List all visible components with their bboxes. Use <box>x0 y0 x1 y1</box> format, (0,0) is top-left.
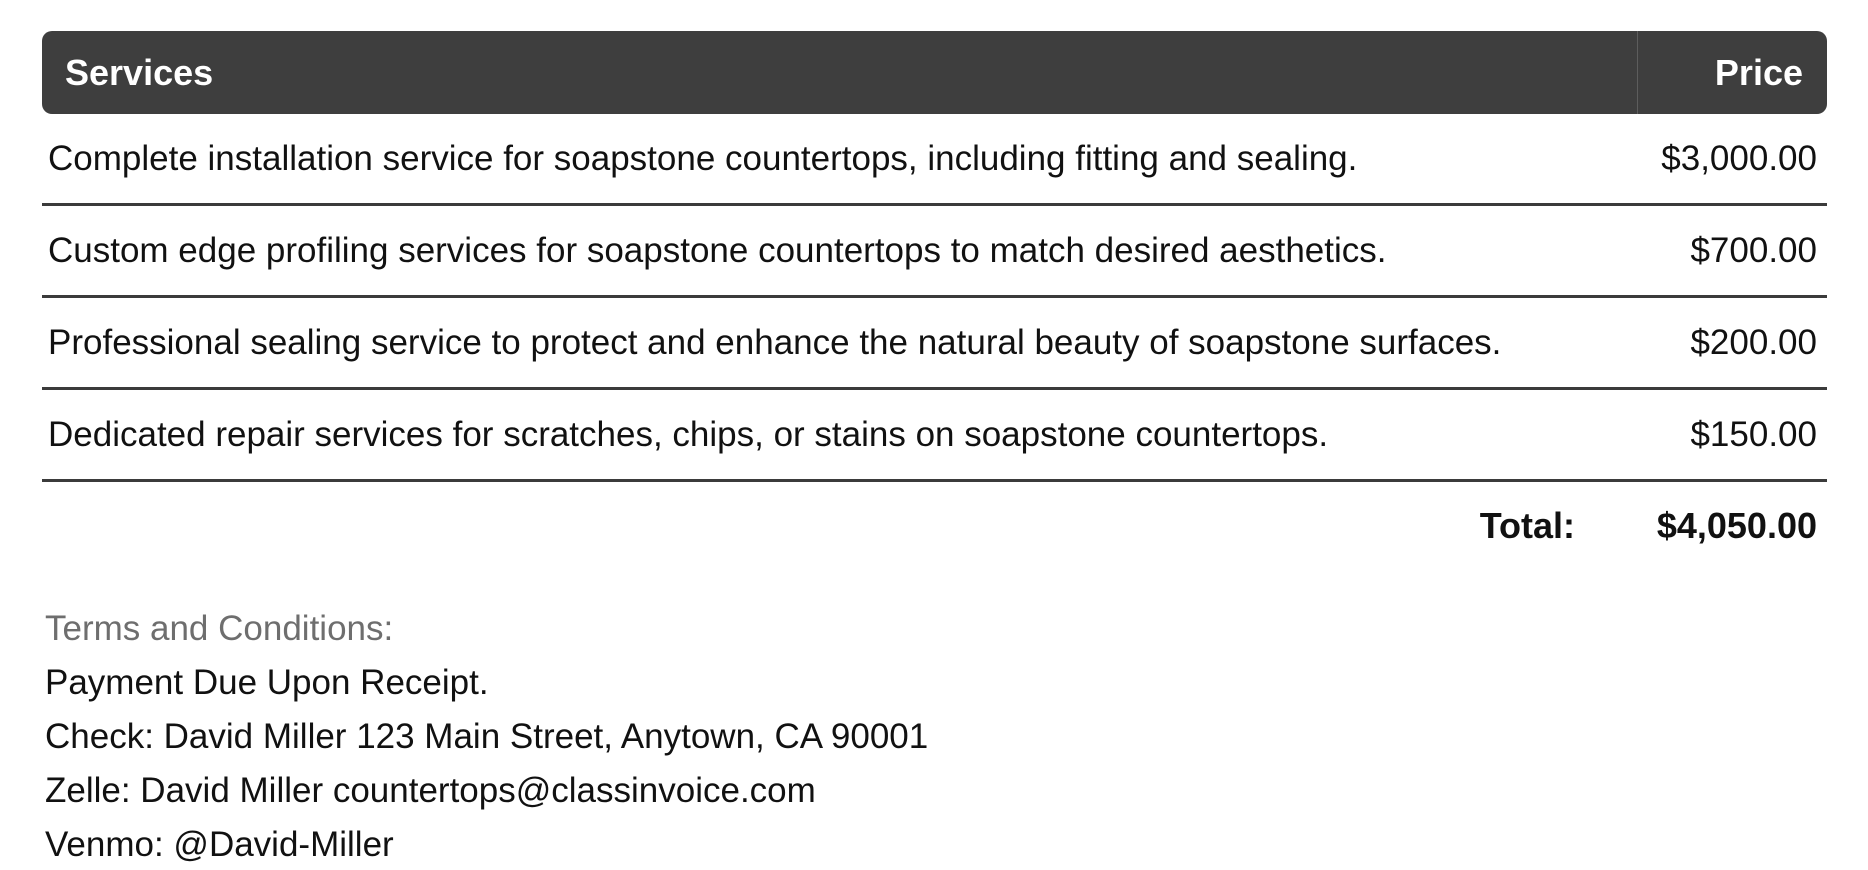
table-row <box>42 298 1827 390</box>
terms-section <box>42 602 1827 870</box>
table-row <box>42 390 1827 482</box>
service-price: $150.00 <box>1637 390 1827 482</box>
table-row <box>42 206 1827 298</box>
service-price: $700.00 <box>1637 206 1827 298</box>
service-description: Professional sealing service to protect and enhance the natural beauty of soapstone surfaces. <box>42 298 1637 390</box>
price-column-header: Price <box>1637 31 1827 114</box>
services-table <box>42 31 1827 569</box>
terms-heading: Terms and Conditions: <box>45 609 394 648</box>
total-row <box>42 482 1827 569</box>
table-header-row <box>42 31 1827 114</box>
terms-line-zelle: Zelle: David Miller countertops@classinvoice.com <box>45 771 816 810</box>
table-row <box>42 114 1827 206</box>
services-column-header: Services <box>42 31 1637 114</box>
service-description: Custom edge profiling services for soapstone countertops to match desired aesthetics. <box>42 206 1637 298</box>
service-description: Dedicated repair services for scratches, chips, or stains on soapstone countertops. <box>42 390 1637 482</box>
terms-line-check: Check: David Miller 123 Main Street, Anytown, CA 90001 <box>45 717 929 756</box>
terms-line-venmo: Venmo: @David-Miller <box>45 825 394 864</box>
service-price: $3,000.00 <box>1637 114 1827 206</box>
terms-line-payment: Payment Due Upon Receipt. <box>45 663 489 702</box>
service-description: Complete installation service for soapstone countertops, including fitting and sealing. <box>42 114 1637 206</box>
total-label: Total: <box>1479 504 1575 546</box>
total-amount: $4,050.00 <box>1656 504 1817 546</box>
service-price: $200.00 <box>1637 298 1827 390</box>
